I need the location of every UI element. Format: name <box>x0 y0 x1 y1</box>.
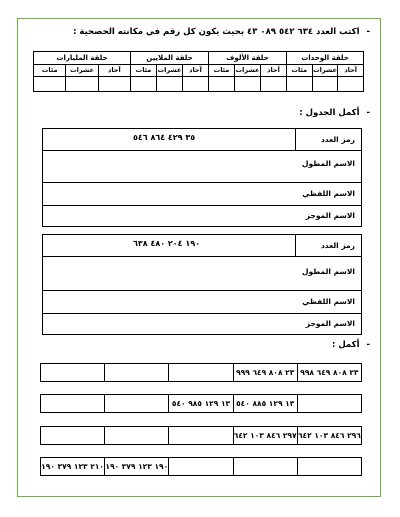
pv-col-ones: آحاد <box>260 65 286 76</box>
row-symbol <box>43 235 361 257</box>
row-long-name[interactable] <box>43 151 361 183</box>
sequence-row-1 <box>40 363 362 382</box>
pv-group-billions <box>33 51 131 92</box>
long-name-label: الاسم المطول <box>302 267 355 276</box>
sequence-cell: ٢٩٧ ٨٤٦ ١٠٣ ٦٤٢ <box>233 427 297 444</box>
q1-text: اكتب العدد ٦٣٤ ٥٤٢ ٠٨٩ ٤٣ بحيث يكون كل رقم في مكانته الحصحية : <box>73 27 360 37</box>
sequence-cell[interactable] <box>41 427 104 444</box>
long-name-label: الاسم المطول <box>302 159 355 168</box>
symbol-label: رمز العدد <box>320 135 355 144</box>
sequence-cell: ٢٩٦ ٨٤٦ ١٠٣ ٦٤٢ <box>297 427 361 444</box>
short-name-label: الاسم الموجز <box>305 319 355 328</box>
sequence-cell[interactable] <box>104 395 168 412</box>
pv-answer-billions[interactable] <box>34 77 130 92</box>
cell-divider <box>295 129 296 150</box>
sequence-cell: ٢١٠ ١٢٣ ٣٧٩ ١٩٠ <box>41 462 104 471</box>
q2-heading <box>299 108 370 118</box>
pv-title-thousands: حلقة الألوف <box>209 52 286 65</box>
pv-cols-millions <box>131 65 208 77</box>
pv-cols-billions <box>34 65 130 77</box>
sequence-cell[interactable] <box>168 427 232 444</box>
pv-col-tens: عشرات <box>313 66 337 74</box>
pv-group-millions <box>130 51 209 92</box>
sequence-row-3 <box>40 426 362 445</box>
pv-cols-thousands <box>209 65 286 77</box>
row-word-name[interactable] <box>43 291 361 314</box>
pv-cols-units <box>287 65 363 77</box>
row-symbol <box>43 129 361 151</box>
sequence-cell[interactable] <box>297 395 361 412</box>
pv-col-tens: عشرات <box>235 66 260 74</box>
q3-text: أكمل : <box>331 340 360 350</box>
pv-col-hundreds: مئات <box>291 66 308 74</box>
row-long-name[interactable] <box>43 257 361 291</box>
sequence-row-2 <box>40 394 362 413</box>
row-short-name[interactable] <box>43 206 361 226</box>
sequence-cell: ٢٣ ٨٠٨ ٦٤٩ ٩٩٨ <box>297 364 361 381</box>
pv-answer-millions[interactable] <box>131 77 208 92</box>
symbol-label: رمز العدد <box>320 241 355 250</box>
pv-col-hundreds: مئات <box>213 66 230 74</box>
sequence-cell[interactable] <box>233 458 297 475</box>
word-name-label: الاسم اللفظي <box>302 189 355 198</box>
row-short-name[interactable] <box>43 314 361 334</box>
pv-title-millions: حلقة الملايين <box>131 52 208 65</box>
word-name-label: الاسم اللفظي <box>302 297 355 306</box>
pv-col-ones: آحاد <box>98 65 130 76</box>
q1-bullet: - <box>366 27 370 37</box>
pv-answer-thousands[interactable] <box>209 77 286 92</box>
q2-text: أكمل الجدول : <box>299 108 360 118</box>
pv-col-ones: آحاد <box>182 65 208 76</box>
pv-title-billions: حلقة المليارات <box>34 52 130 65</box>
sequence-cell: ٢٣ ٨٠٨ ٦٤٩ ٩٩٩ <box>233 364 297 381</box>
pv-group-thousands <box>208 51 287 92</box>
q3-bullet: - <box>366 340 370 350</box>
sequence-cell[interactable] <box>41 395 104 412</box>
sequence-cell[interactable] <box>297 458 361 475</box>
q3-heading <box>332 340 370 350</box>
row-word-name[interactable] <box>43 183 361 206</box>
pv-col-hundreds: مئات <box>135 66 152 74</box>
q2-bullet: - <box>366 108 370 118</box>
pv-answer-units[interactable] <box>287 77 363 92</box>
sequence-cell[interactable] <box>104 364 168 381</box>
q1-heading <box>73 27 370 37</box>
sequence-cell[interactable] <box>104 427 168 444</box>
name-table-2 <box>42 234 362 335</box>
sequence-cell: ١٣ ١٢٩ ٩٨٥ ٥٤٠ <box>168 395 232 412</box>
sequence-cell[interactable] <box>168 458 232 475</box>
symbol-value: ١٩٠ ٢٠٤ ٤٨٠ ٦٣٨ <box>133 239 201 248</box>
sequence-cell[interactable] <box>168 364 232 381</box>
name-table-1 <box>42 128 362 227</box>
pv-col-hundreds: مئات <box>41 66 58 74</box>
pv-group-units <box>286 51 364 92</box>
pv-col-tens: عشرات <box>157 66 182 74</box>
sequence-cell[interactable] <box>41 364 104 381</box>
symbol-value: ٣٥ ٤٢٩ ٨٦٤ ٥٤٦ <box>133 133 196 142</box>
pv-title-units: حلقة الوحدات <box>287 52 363 65</box>
short-name-label: الاسم الموجز <box>305 211 355 220</box>
pv-col-ones: آحاد <box>337 65 363 76</box>
sequence-cell: ١٣ ١٢٩ ٨٨٥ ٥٤٠ <box>233 395 297 412</box>
pv-col-tens: عشرات <box>65 65 97 76</box>
cell-divider <box>295 235 296 256</box>
sequence-cell: ١٩٠ ١٢٣ ٣٧٩ ١٩٠ <box>104 458 168 475</box>
sequence-row-4 <box>40 457 362 476</box>
